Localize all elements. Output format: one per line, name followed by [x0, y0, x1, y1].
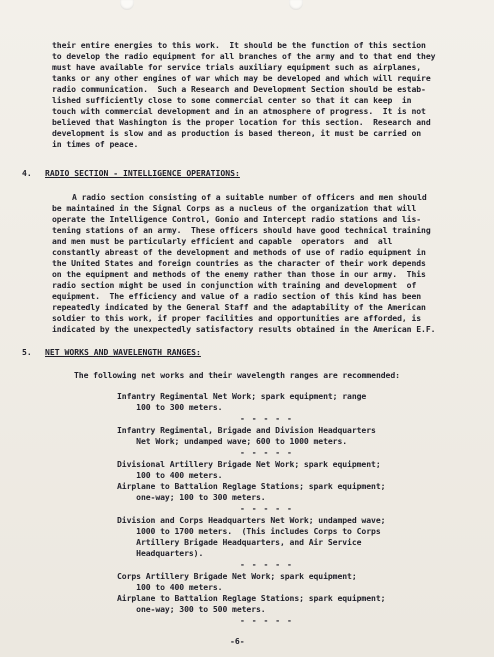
entry-line: 100 to 400 meters. [117, 582, 223, 592]
text-line: tanks or any other engines of war which may be developed and which will require [52, 73, 431, 83]
separator: - - - - - [240, 615, 293, 625]
entry-line: one-way; 300 to 500 meters. [117, 604, 266, 614]
section-heading: NET WORKS AND WAVELENGTH RANGES: [45, 347, 201, 357]
text-line: and men must be particularly efficient and capable operators and all [52, 236, 393, 246]
entry-line: 100 to 400 meters. [117, 470, 223, 480]
text-line: in times of peace. [52, 139, 139, 149]
text-line: be maintained in the Signal Corps as a nucleus of the organization that will [52, 203, 417, 213]
entry-line: Infantry Regimental Net Work; spark equipment; range [117, 391, 367, 401]
section-intro: The following net works and their wavelength ranges are recommended: [74, 370, 400, 380]
text-line: the United States and foreign countries as the character of their work depends [52, 258, 426, 268]
separator: - - - - - [240, 413, 293, 423]
text-line: operate the Intelligence Control, Gonio and Intercept radio stations and lis- [52, 214, 422, 224]
separator: - - - - - [240, 503, 293, 513]
entry-line: Corps Artillery Brigade Net Work; spark equipment; [117, 571, 357, 581]
entry-line: 1000 to 1700 meters. (This includes Corps to Corps [117, 526, 381, 536]
text-line: radio communication. Such a Research and Development Section should be estab- [52, 84, 426, 94]
section-number: 5. [22, 347, 32, 357]
entry-line: Airplane to Battalion Reglage Stations; spark equipment; [117, 593, 386, 603]
text-line: must have available for service trials auxiliary equipment such as airplanes, [52, 62, 422, 72]
text-line: indicated by the unexpectedly satisfactory results obtained in the American E.F. [52, 324, 436, 334]
entry-line: one-way; 100 to 300 meters. [117, 492, 266, 502]
entry-line: 100 to 300 meters. [117, 402, 223, 412]
punch-hole [289, 0, 303, 10]
text-line: repeatedly indicated by the General Staff and the adaptability of the American [52, 302, 426, 312]
text-line: tening stations of an army. These officers should have good technical training [52, 225, 431, 235]
text-line: development is slow and as production is based thereon, it must be carried on [52, 128, 422, 138]
text-line: soldier to this work, if proper facilities and opportunities are afforded, is [52, 313, 422, 323]
entry-line: Airplane to Battalion Reglage Stations; spark equipment; [117, 481, 386, 491]
section-number: 4. [22, 168, 32, 178]
text-line: to develop the radio equipment for all branches of the army and to that end they [52, 51, 436, 61]
entry-line: Divisional Artillery Brigade Net Work; spark equipment; [117, 459, 381, 469]
entry-line: Infantry Regimental, Brigade and Division Headquarters [117, 425, 376, 435]
entry-line: Division and Corps Headquarters Net Work; undamped wave; [117, 515, 386, 525]
text-line: radio section might be used in conjunction with training and development of [52, 280, 417, 290]
separator: - - - - - [240, 559, 293, 569]
text-line: their entire energies to this work. It should be the function of this section [52, 40, 426, 50]
page-number: -6- [230, 636, 245, 646]
text-line: believed that Washington is the proper location for this section. Research and [52, 117, 431, 127]
entry-line: Headquarters). [117, 548, 204, 558]
section-heading: RADIO SECTION - INTELLIGENCE OPERATIONS: [45, 168, 240, 178]
punch-hole [120, 0, 134, 10]
text-line: constantly abreast of the development and methods of use of radio equipment in [52, 247, 426, 257]
text-line: lished sufficiently close to some commercial center so that it can keep in [52, 95, 412, 105]
separator: - - - - - [240, 447, 293, 457]
text-line: A radio section consisting of a suitable number of officers and men should [72, 192, 427, 202]
text-line: touch with commercial development and in an atmosphere of progress. It is not [52, 106, 426, 116]
text-line: on the equipment and methods of the enemy rather than those in our army. This [52, 269, 426, 279]
entry-line: Net Work; undamped wave; 600 to 1000 meters. [117, 436, 348, 446]
entry-line: Artillery Brigade Headquarters, and Air Service [117, 537, 362, 547]
text-line: equipment. The efficiency and value of a radio section of this kind has been [52, 291, 422, 301]
